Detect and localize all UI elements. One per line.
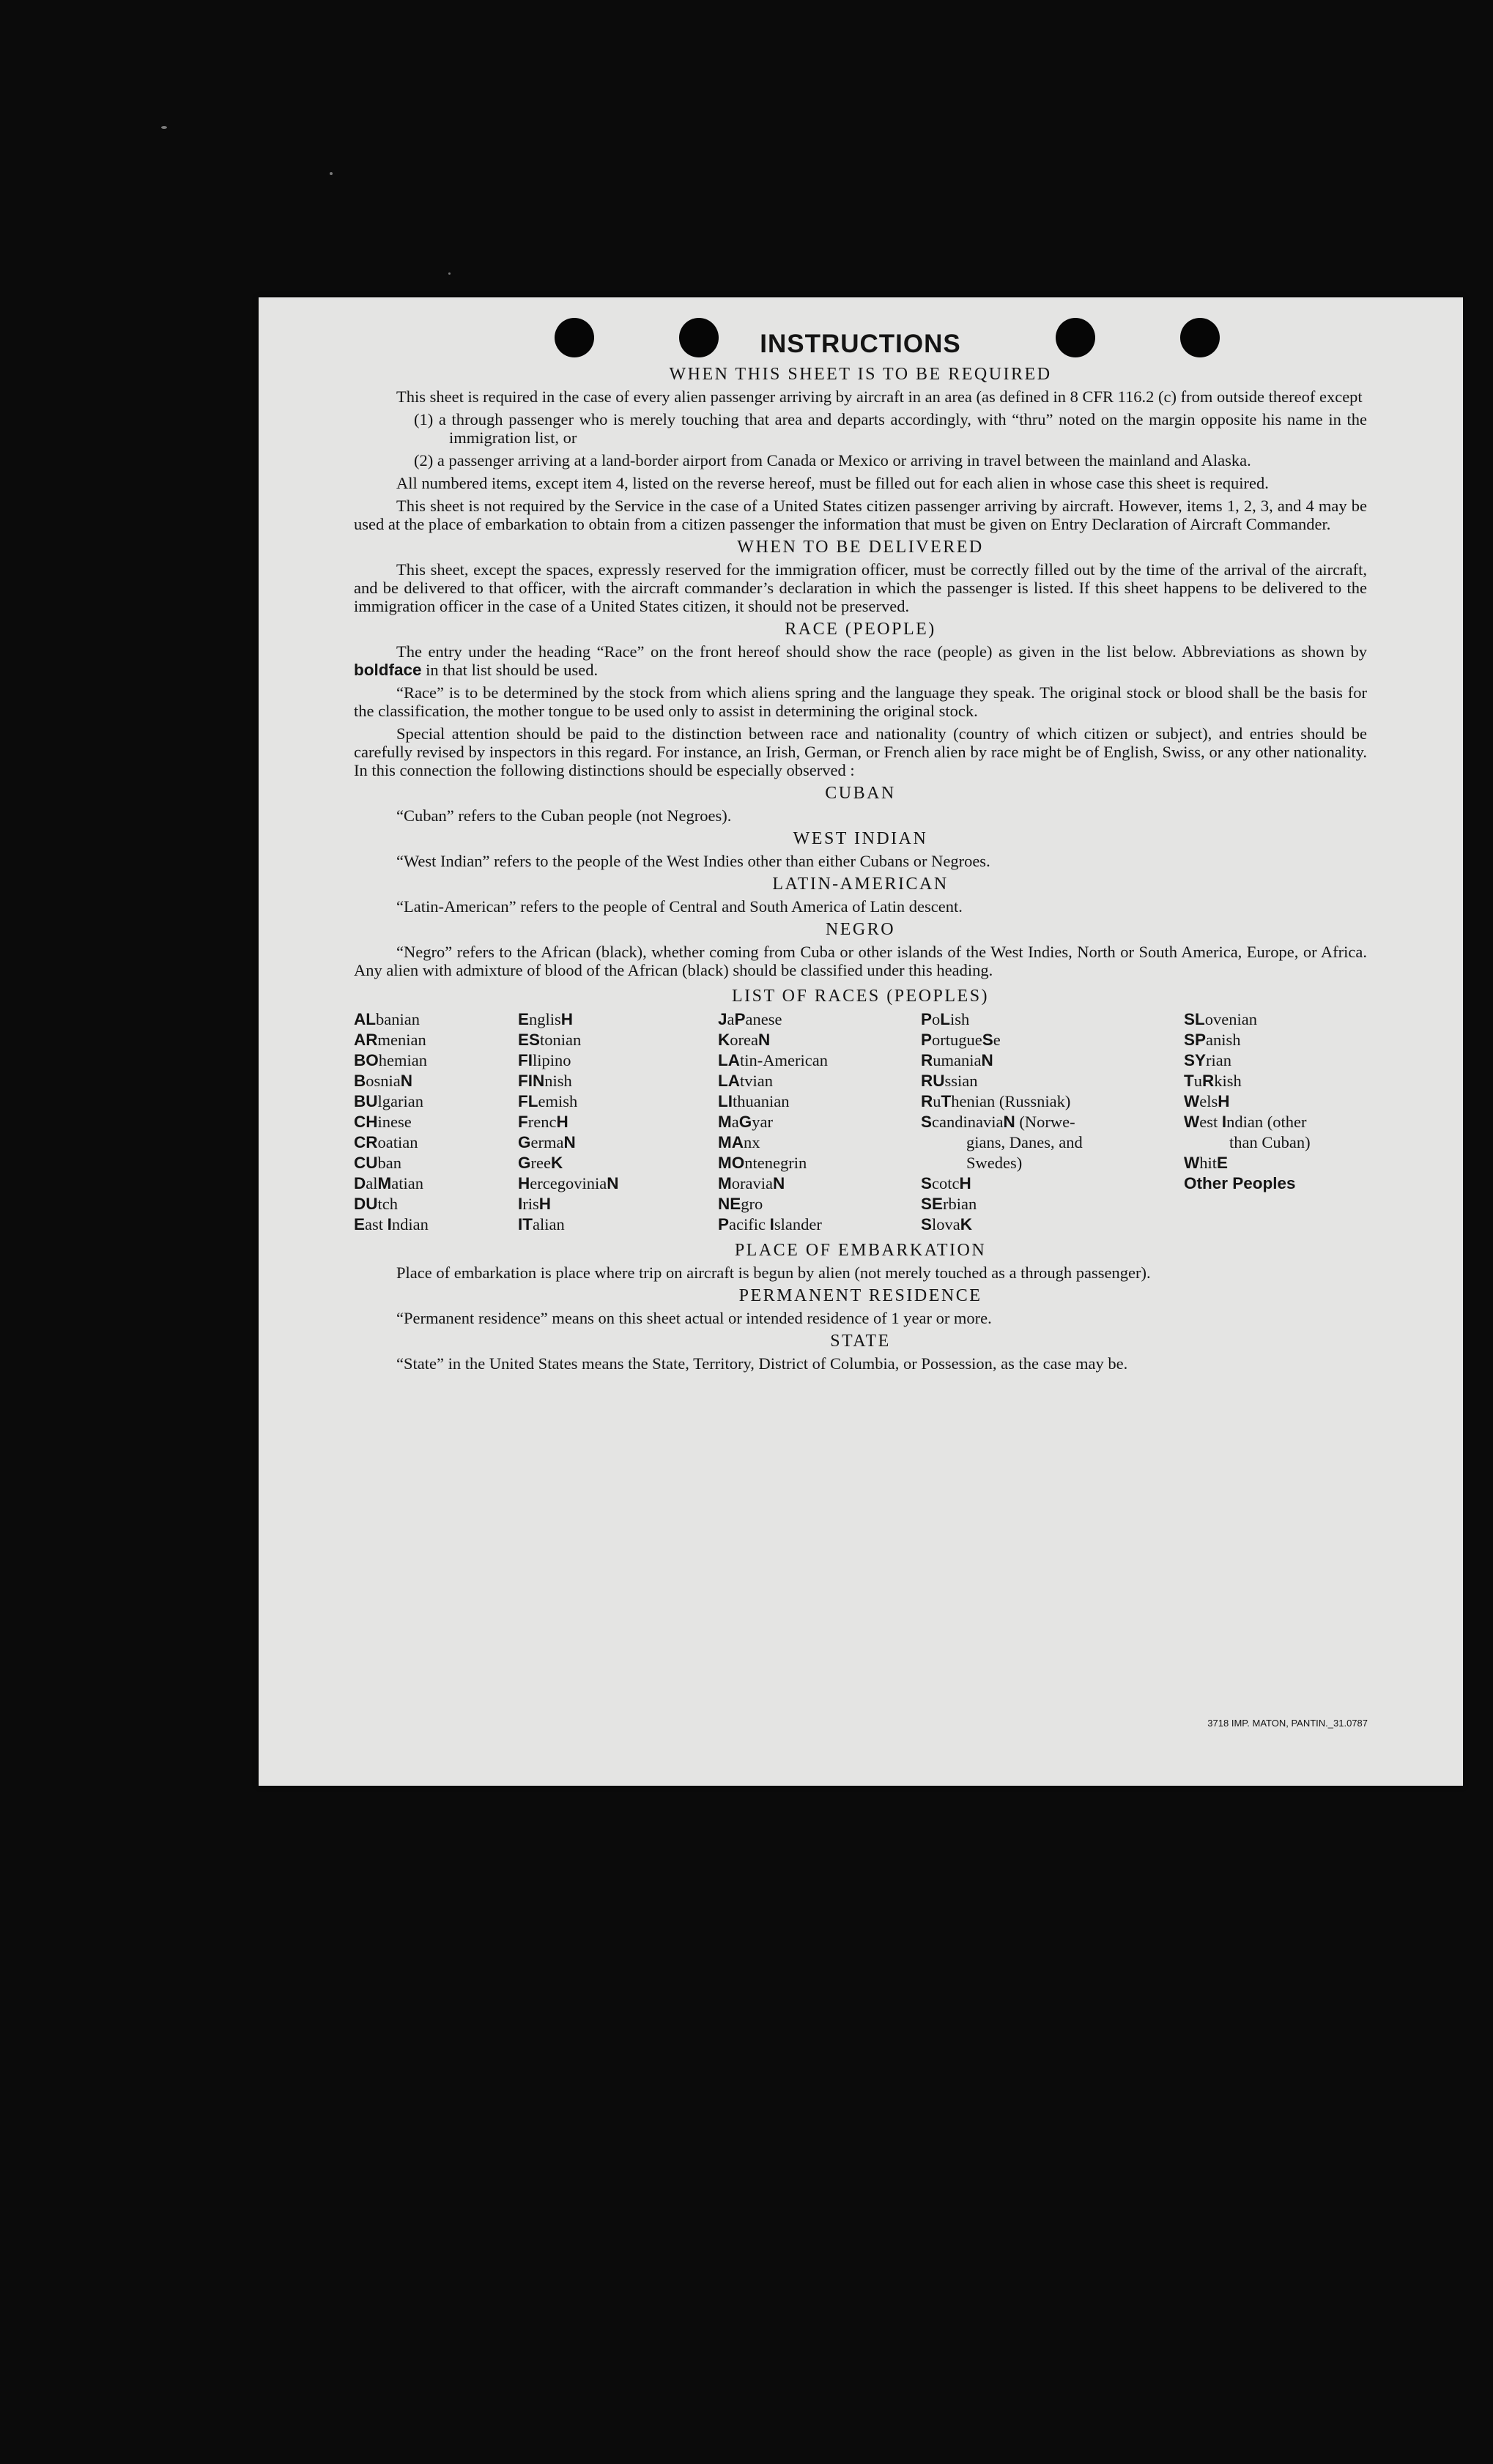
race-text: oatian [377,1133,418,1151]
race-text: lova [932,1215,960,1233]
race-text: rian [1206,1051,1231,1069]
race-text: ortugue [932,1031,982,1049]
race-text: tonian [540,1031,582,1049]
race-text: umania [933,1051,982,1069]
heading-cuban: CUBAN [825,784,896,803]
race-text: rbian [943,1195,977,1213]
race-entry [518,1194,618,1214]
race-text: gro [741,1195,763,1213]
race-abbrev: LA [718,1051,740,1069]
race-entry [921,1050,1083,1071]
race-text: oravia [731,1174,773,1192]
race-entry [921,1112,1083,1132]
race-abbrev: N [563,1133,576,1151]
races-column-1 [354,1009,429,1235]
race-text: nish [544,1072,572,1090]
race-text: est [1199,1113,1222,1131]
race-text: nglis [529,1010,561,1028]
race-abbrev: G [738,1113,752,1131]
race-abbrev: F [518,1113,528,1131]
race-abbrev: J [718,1010,727,1028]
race-abbrev: CR [354,1133,378,1151]
race-text: ntenegrin [744,1154,807,1172]
race-text: ast [365,1215,388,1233]
race-text: gians, Danes, and [966,1133,1083,1151]
race-entry [354,1071,429,1091]
race-abbrev: K [550,1154,563,1172]
heading-latin-american: LATIN-AMERICAN [772,875,949,894]
race-entry-text-a: The entry under the heading “Race” on the front hereof should show the race (people) as given in the list below. Abbreviations as shown by [396,642,1367,661]
race-abbrev: RU [921,1072,945,1090]
race-text: tin-American [740,1051,828,1069]
race-text: banian [376,1010,420,1028]
race-abbrev: Other Peoples [1184,1174,1296,1192]
race-abbrev: T [1184,1072,1194,1090]
race-entry [518,1173,618,1194]
race-text: cotc [932,1174,960,1192]
races-column-5 [1184,1009,1311,1194]
race-text: ovenian [1204,1010,1257,1028]
race-entry [718,1030,828,1050]
scan-speck [161,126,167,129]
paragraph-state: “State” in the United States means the State, Territory, District of Columbia, or Possession, as the case may be. [396,1354,1128,1373]
race-entry-text-b: in that list should be used. [426,661,599,679]
race-abbrev: N [981,1051,993,1069]
printer-code: 3718 IMP. MATON, PANTIN._31.0787 [1207,1718,1368,1729]
race-abbrev: H [560,1010,574,1028]
race-abbrev: H [1218,1092,1230,1110]
page-title: INSTRUCTIONS [760,330,961,358]
races-column-4 [921,1009,1083,1235]
race-abbrev: SL [1184,1010,1205,1028]
race-text: than Cuban) [1229,1133,1311,1151]
race-abbrev: FI [518,1051,533,1069]
paragraph-required: This sheet is required in the case of every alien passenger arriving by aircraft in an area (as defined in 8 CFR 116.2 (c) from outside thereof except [396,387,1363,406]
paragraph-west-indian: “West Indian” refers to the people of the West Indies other than either Cubans or Negroes. [396,852,990,870]
race-abbrev: W [1184,1113,1200,1131]
race-text: menian [377,1031,426,1049]
race-entry [718,1009,828,1030]
race-entry [354,1173,429,1194]
race-abbrev: NE [718,1195,741,1213]
race-abbrev: FL [518,1092,538,1110]
paragraph-race-nationality: Special attention should be paid to the distinction between race and nationality (country of which citizen or subject), and entries should be carefully revised by inspectors in this regard. For instance, an Irish, German, or French alien by race might be of English, Swiss, or any other nationality. In this connection the following distinctions should be especially observed : [354,724,1367,779]
race-text: u [1193,1072,1202,1090]
race-abbrev: ES [518,1031,541,1049]
race-entry [718,1112,828,1132]
race-text: nx [744,1133,760,1151]
race-text: alian [533,1215,565,1233]
race-abbrev: I [518,1195,523,1213]
race-entry [921,1030,1083,1050]
race-entry [518,1153,618,1173]
race-text: ban [377,1154,401,1172]
race-entry [354,1214,429,1235]
race-text: ish [950,1010,970,1028]
race-abbrev: G [518,1154,531,1172]
race-abbrev: K [718,1031,730,1049]
race-text: hemian [378,1051,427,1069]
race-abbrev: DU [354,1195,378,1213]
race-text: erma [530,1133,564,1151]
heading-negro: NEGRO [825,920,896,939]
race-abbrev: P [718,1215,730,1233]
race-entry [354,1194,429,1214]
race-entry [1184,1071,1311,1091]
race-abbrev: M [718,1113,732,1131]
race-abbrev: E [1217,1154,1229,1172]
heading-west-indian: WEST INDIAN [793,829,928,848]
race-entry [718,1132,828,1153]
race-text: o [932,1010,941,1028]
race-text: yar [752,1113,773,1131]
race-abbrev: M [377,1174,392,1192]
race-abbrev: B [354,1072,366,1090]
race-text: renc [527,1113,557,1131]
race-text: anese [745,1010,782,1028]
paragraph-citizen: This sheet is not required by the Service in the case of a United States citizen passenger arriving by aircraft. However, items 1, 2, 3, and 4 may be used at the place of embarkation to obtain from a citizen passenger the information that must be given on Entry Declaration of Aircraft Commander. [354,497,1367,533]
race-entry [718,1214,828,1235]
race-entry [921,1173,1083,1194]
race-abbrev: H [556,1113,568,1131]
race-text: kish [1214,1072,1242,1090]
race-abbrev: M [718,1174,732,1192]
race-entry [518,1214,618,1235]
race-text: henian (Russniak) [951,1092,1071,1110]
race-abbrev: W [1184,1154,1200,1172]
race-abbrev: R [921,1051,933,1069]
race-abbrev: P [921,1031,933,1049]
race-abbrev: I [387,1215,392,1233]
race-entry [518,1112,618,1132]
race-abbrev: AR [354,1031,378,1049]
race-text: ndian (other [1226,1113,1307,1131]
race-entry [718,1194,828,1214]
heading-state: STATE [830,1332,891,1351]
race-entry [921,1091,1083,1112]
race-abbrev: T [941,1092,952,1110]
heading-residence: PERMANENT RESIDENCE [738,1286,982,1305]
race-abbrev: H [538,1195,552,1213]
race-entry [354,1050,429,1071]
paragraph-residence: “Permanent residence” means on this sheet actual or intended residence of 1 year or more. [396,1309,992,1327]
race-text: a [727,1010,735,1028]
race-entry [518,1009,618,1030]
paragraph-latin-american: “Latin-American” refers to the people of Central and South America of Latin descent. [396,897,963,916]
race-abbrev: N [400,1072,412,1090]
race-entry [1184,1030,1311,1050]
race-abbrev: H [959,1174,971,1192]
race-text: emish [538,1092,578,1110]
race-text: Swedes) [966,1154,1023,1172]
race-abbrev: S [921,1113,933,1131]
heading-list-of-races: LIST OF RACES (PEOPLES) [731,987,990,1006]
race-abbrev: BO [354,1051,379,1069]
race-text: lipino [533,1051,571,1069]
race-abbrev: I [1221,1113,1227,1131]
race-abbrev: N [772,1174,785,1192]
race-entry [921,1071,1083,1091]
race-abbrev: N [1003,1113,1015,1131]
race-abbrev: S [921,1174,933,1192]
race-abbrev: S [921,1215,933,1233]
races-column-3 [718,1009,828,1235]
races-column-2 [518,1009,618,1235]
race-entry [1184,1091,1311,1112]
race-abbrev: MA [718,1133,744,1151]
race-abbrev: SY [1184,1051,1207,1069]
race-abbrev: LI [718,1092,733,1110]
race-text: ris [522,1195,539,1213]
paragraph-embarkation: Place of embarkation is place where trip on aircraft is begun by alien (not merely touched as a through passenger). [396,1263,1151,1282]
paragraph-race-stock: “Race” is to be determined by the stock from which aliens spring and the language they speak. The original stock or blood shall be the basis for the classification, the mother tongue to be used only to assist in determining the original stock. [354,683,1367,720]
race-entry [1184,1050,1311,1071]
race-entry [518,1050,618,1071]
race-text: a [731,1113,739,1131]
race-text: u [933,1092,941,1110]
paragraph-race-entry [354,642,1367,679]
race-abbrev: S [982,1031,993,1049]
race-entry [1184,1009,1311,1030]
race-abbrev: D [354,1174,366,1192]
race-abbrev: W [1184,1092,1200,1110]
instructions-sheet [259,297,1463,1786]
race-abbrev: R [921,1092,933,1110]
scan-speck [448,272,451,275]
race-entry [354,1091,429,1112]
race-text: tch [377,1195,398,1213]
race-entry [518,1132,618,1153]
race-abbrev: CU [354,1154,378,1172]
race-text: ree [530,1154,551,1172]
race-entry [518,1071,618,1091]
race-abbrev: SE [921,1195,944,1213]
race-abbrev: G [518,1133,531,1151]
exception-item-1: (1) a through passenger who is merely touching that area and departs accordingly, with “thru” noted on the margin opposite his name in the immigration list, or [414,410,1367,447]
exception-item-2: (2) a passenger arriving at a land-border airport from Canada or Mexico or arriving in travel between the mainland and Alaska. [414,451,1251,470]
race-text: ndian [391,1215,429,1233]
race-text: candinavia [932,1113,1004,1131]
race-entry [1184,1112,1311,1132]
heading-embarkation: PLACE OF EMBARKATION [734,1241,987,1260]
race-entry [718,1153,828,1173]
races-list [354,1009,1367,1236]
race-abbrev: BU [354,1092,378,1110]
race-abbrev: K [960,1215,973,1233]
race-abbrev: E [518,1010,530,1028]
race-text: (Norwe- [1015,1113,1075,1131]
race-entry [921,1153,1083,1173]
race-text: al [366,1174,378,1192]
race-text: acific [729,1215,770,1233]
race-text: osnia [366,1072,401,1090]
race-abbrev: AL [354,1010,376,1028]
race-text: inese [377,1113,412,1131]
race-text: ssian [944,1072,978,1090]
race-entry [718,1173,828,1194]
race-entry [1184,1153,1311,1173]
race-abbrev: FI [518,1072,533,1090]
paragraph-delivered: This sheet, except the spaces, expressly reserved for the immigration officer, must be correctly filled out by the time of the arrival of the aircraft, and be delivered to that officer, with the aircraft commander’s declaration in which the passenger is listed. If this sheet happens to be delivered to the immigration officer in the case of a United States citizen, it should not be preserved. [354,560,1367,615]
race-abbrev: R [1202,1072,1215,1090]
race-text: orea [730,1031,758,1049]
race-text: slander [774,1215,822,1233]
race-entry [354,1112,429,1132]
race-entry [921,1009,1083,1030]
race-text: thuanian [733,1092,790,1110]
heading-required: WHEN THIS SHEET IS TO BE REQUIRED [669,365,1052,384]
paragraph-numbered-items: All numbered items, except item 4, listed on the reverse hereof, must be filled out for each alien in whose case this sheet is required. [396,474,1269,492]
boldface-word: boldface [354,661,422,679]
race-entry [518,1091,618,1112]
race-entry [354,1030,429,1050]
heading-race: RACE (PEOPLE) [785,620,936,639]
race-entry [518,1030,618,1050]
race-entry [718,1091,828,1112]
race-abbrev: LA [718,1072,740,1090]
race-entry [354,1153,429,1173]
race-entry [921,1194,1083,1214]
race-entry [718,1071,828,1091]
race-text: anish [1206,1031,1241,1049]
race-entry [718,1050,828,1071]
race-text: atian [391,1174,423,1192]
race-text: tvian [740,1072,773,1090]
race-abbrev: P [734,1010,746,1028]
race-entry [1184,1173,1311,1194]
race-abbrev: N [533,1072,545,1090]
race-entry [354,1009,429,1030]
race-entry [921,1214,1083,1235]
race-abbrev: SP [1184,1031,1207,1049]
race-abbrev: IT [518,1215,533,1233]
race-abbrev: MO [718,1154,745,1172]
race-text: hit [1199,1154,1218,1172]
race-abbrev: H [518,1174,530,1192]
race-abbrev: N [757,1031,771,1049]
paragraph-negro: “Negro” refers to the African (black), whether coming from Cuba or other islands of the West Indies, North or South America, Europe, or Africa. Any alien with admixture of blood of the African (black) should be classified under this heading. [354,943,1367,979]
race-abbrev: E [354,1215,366,1233]
race-text: els [1199,1092,1218,1110]
scan-speck [330,172,333,175]
race-abbrev: CH [354,1113,378,1131]
race-text: e [993,1031,1001,1049]
sheet-content [354,330,1367,1377]
race-abbrev: P [921,1010,933,1028]
race-abbrev: L [940,1010,951,1028]
race-entry [921,1132,1083,1153]
race-entry [1184,1132,1311,1153]
race-abbrev: I [769,1215,774,1233]
race-text: lgarian [377,1092,423,1110]
race-entry [354,1132,429,1153]
paragraph-cuban: “Cuban” refers to the Cuban people (not Negroes). [396,806,732,825]
race-abbrev: N [607,1174,619,1192]
race-text: ercegovinia [530,1174,607,1192]
heading-delivered: WHEN TO BE DELIVERED [737,538,984,557]
